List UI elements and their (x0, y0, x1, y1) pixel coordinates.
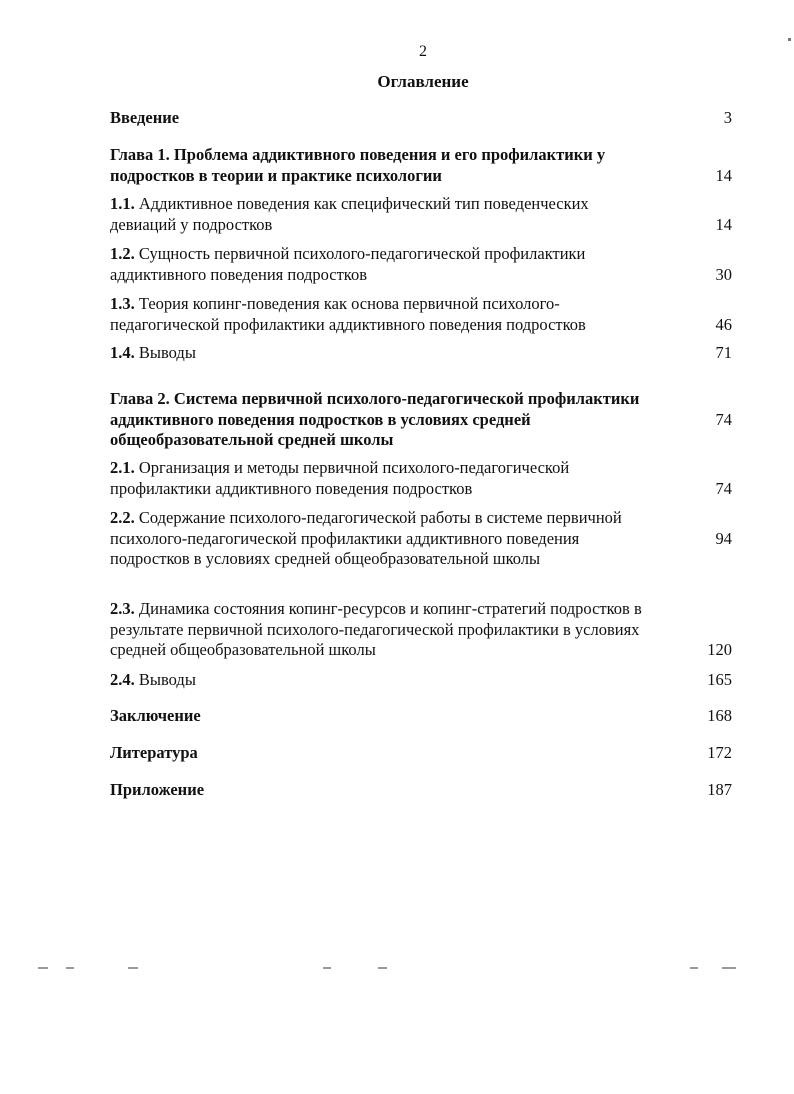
toc-entry-introduction[interactable] (110, 108, 732, 129)
toc-entry-title: Выводы (138, 343, 196, 362)
toc-entry-page: 14 (715, 165, 732, 185)
toc-entry-page: 14 (715, 214, 732, 234)
toc-entry-chapter-1[interactable] (110, 145, 732, 186)
toc-entry-number: 2.3. (110, 599, 135, 618)
toc-entry-page: 187 (707, 780, 732, 799)
toc-entry-number: 2.4. (110, 670, 135, 689)
toc-title: Оглавление (377, 72, 469, 91)
toc-entry-text: Глава 1. Проблема аддиктивного поведения и его профилактики у подростков в теории и практике психологии (110, 145, 606, 185)
toc-entry-text: Литература (110, 743, 198, 762)
toc-entry-page: 172 (707, 743, 732, 762)
page-number: 2 (419, 43, 427, 60)
toc-entry-page: 165 (707, 670, 732, 689)
toc-entry-title: Организация и методы первичной психолого-педагогической профилактики аддиктивного поведения подростков (110, 458, 570, 498)
toc-entry-chapter-2[interactable] (110, 389, 732, 451)
toc-entry-text (110, 194, 672, 235)
toc-entry-page: 74 (715, 478, 732, 498)
toc-entry-text: Глава 2. Система первичной психолого-педагогической профилактики аддиктивного поведения подростков в условиях средней общеобразовательной средней школы (110, 389, 640, 449)
toc-entry-title: Теория копинг-поведения как основа первичной психолого-педагогической профилактики аддиктивного поведения подростков (110, 294, 586, 334)
toc-entry-section-1-4[interactable] (110, 343, 732, 364)
toc-entry-text: Заключение (110, 706, 201, 725)
scan-artifact (722, 967, 736, 969)
toc-entry-number: 1.2. (110, 244, 135, 263)
toc-entry-appendix[interactable] (110, 780, 732, 801)
toc-entry-text: Введение (110, 108, 180, 127)
toc-entry-number: 2.2. (110, 508, 135, 527)
toc-entry-text (110, 599, 672, 661)
toc-entry-section-1-2[interactable] (110, 244, 732, 285)
toc-entry-page: 168 (707, 706, 732, 725)
scan-artifact (128, 967, 138, 969)
toc-entry-section-2-1[interactable] (110, 458, 732, 499)
toc-entry-page: 120 (707, 640, 732, 659)
toc-entry-text (110, 508, 672, 570)
toc-entry-literature[interactable] (110, 743, 732, 764)
toc-entry-number: 2.1. (110, 458, 135, 477)
toc-entry-text (110, 458, 672, 499)
toc-entry-section-2-4[interactable] (110, 670, 732, 691)
toc-entry-text (110, 244, 672, 285)
scan-artifact (38, 967, 48, 969)
toc-entry-number: 1.4. (110, 343, 135, 362)
toc-entry-title: Сущность первичной психолого-педагогической профилактики аддиктивного поведения подростков (110, 244, 586, 284)
scan-artifact (323, 967, 331, 969)
toc-entry-page: 71 (715, 343, 732, 362)
toc-entry-page: 94 (715, 529, 732, 548)
toc-entry-section-1-3[interactable] (110, 294, 732, 335)
scan-artifact (66, 967, 74, 969)
toc-entry-conclusion[interactable] (110, 706, 732, 727)
toc-entry-section-1-1[interactable] (110, 194, 732, 235)
toc-entry-page: 74 (715, 410, 732, 429)
toc-entry-text: Приложение (110, 780, 205, 799)
toc-entry-title: Содержание психолого-педагогической работы в системе первичной психолого-педагогической профилактики аддиктивного поведения подростков в условиях средней общеобразовательной школы (110, 508, 622, 568)
toc-entry-section-2-3[interactable] (110, 599, 732, 661)
toc-entry-page: 30 (715, 264, 732, 284)
toc-entry-number: 1.3. (110, 294, 135, 313)
toc-entry-title: Выводы (138, 670, 196, 689)
toc-entry-title: Динамика состояния копинг-ресурсов и копинг-стратегий подростков в результате первичной психолого-педагогической профилактики в условиях средней общеобразовательной школы (110, 599, 642, 659)
toc-entry-number: 1.1. (110, 194, 135, 213)
toc-entry-page: 46 (715, 314, 732, 334)
scan-artifact (378, 967, 387, 969)
toc-entry-section-2-2[interactable] (110, 508, 732, 570)
toc-entry-page: 3 (723, 108, 732, 127)
toc-entry-text (110, 670, 672, 691)
toc-entry-text (110, 343, 672, 364)
scan-artifact (690, 967, 698, 969)
scan-artifact (788, 38, 791, 41)
toc-entry-title: Аддиктивное поведения как специфический тип поведенческих девиаций у подростков (110, 194, 589, 234)
toc-entry-text (110, 294, 672, 335)
